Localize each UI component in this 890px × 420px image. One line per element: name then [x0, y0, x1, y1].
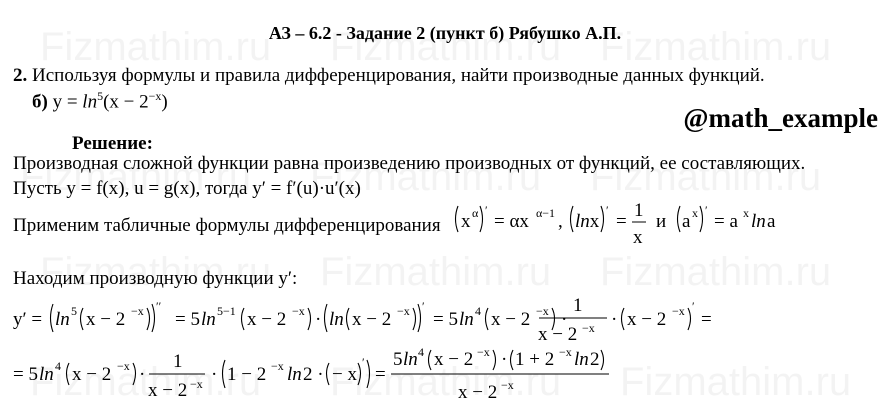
svg-text:x: x — [743, 206, 749, 220]
svg-text:1 + 2: 1 + 2 — [515, 349, 555, 370]
svg-text:′′: ′′ — [156, 299, 162, 313]
svg-text:x: x — [461, 211, 471, 232]
solution-label: Решение: — [72, 133, 153, 154]
svg-text:−x: −x — [536, 304, 549, 318]
svg-text:2 ·: 2 · — [303, 364, 324, 385]
watermark-text — [600, 250, 831, 295]
svg-text:−x: −x — [190, 377, 203, 391]
svg-text:−x: −x — [672, 304, 685, 318]
svg-text:α−1: α−1 — [536, 206, 556, 220]
table-formulas — [452, 198, 792, 250]
text-complex-derivative: Производная сложной функции равна произведению производных от функций, ее составляющих. — [13, 153, 806, 174]
svg-text:x − 2: x − 2 — [247, 309, 287, 330]
svg-text:a: a — [682, 211, 691, 232]
svg-text:′: ′ — [362, 355, 365, 369]
svg-text:= 5: = 5 — [13, 364, 38, 385]
text-table-formulas: Применим табличные формулы дифференцирования — [13, 215, 441, 236]
svg-text:·: · — [315, 309, 322, 330]
text-find-derivative: Находим производную функции y′: — [13, 268, 298, 289]
svg-text:и: и — [656, 211, 667, 232]
derivative-line-2 — [13, 345, 613, 412]
svg-text:4: 4 — [55, 359, 61, 373]
svg-text:x − 2: x − 2 — [72, 364, 112, 385]
svg-text:x − 2: x − 2 — [491, 309, 531, 330]
svg-text:·: · — [611, 309, 618, 330]
svg-text:x − 2: x − 2 — [148, 380, 188, 401]
svg-text:−x: −x — [292, 304, 305, 318]
svg-text:= a: = a — [714, 211, 738, 232]
svg-text:a: a — [767, 211, 776, 232]
svg-text:′: ′ — [606, 203, 609, 217]
svg-text:x − 2: x − 2 — [627, 309, 667, 330]
svg-text:1: 1 — [634, 200, 644, 221]
svg-text:ln: ln — [287, 364, 302, 385]
svg-text:1 − 2: 1 − 2 — [227, 364, 267, 385]
svg-text:,: , — [558, 211, 563, 232]
svg-text:·: · — [139, 364, 146, 385]
svg-text:= αx: = αx — [494, 211, 529, 232]
svg-text:·: · — [211, 364, 218, 385]
svg-text:= 5: = 5 — [433, 309, 458, 330]
author-handle: @math_example — [683, 103, 878, 133]
svg-text:4: 4 — [418, 345, 424, 359]
svg-text:′: ′ — [485, 203, 488, 217]
svg-text:2: 2 — [590, 349, 600, 370]
svg-text:′: ′ — [692, 299, 695, 313]
svg-text:1: 1 — [573, 295, 583, 316]
svg-text:x: x — [633, 227, 643, 248]
watermark-text — [620, 360, 851, 405]
svg-text:′: ′ — [422, 299, 425, 313]
task-statement — [13, 65, 765, 87]
svg-text:−x: −x — [559, 345, 572, 359]
svg-text:lnx: lnx — [575, 211, 600, 232]
svg-text:1: 1 — [173, 351, 183, 372]
svg-text:5: 5 — [393, 349, 403, 370]
svg-text:4: 4 — [475, 304, 481, 318]
svg-text:−x: −x — [477, 345, 490, 359]
svg-text:−x: −x — [271, 359, 284, 373]
svg-text:−x: −x — [131, 304, 144, 318]
svg-text:ln: ln — [751, 211, 766, 232]
svg-text:−x: −x — [397, 304, 410, 318]
derivative-line-1 — [13, 292, 713, 348]
svg-text:−x: −x — [582, 321, 595, 335]
task-function: б) $y = \ln^5(x - 2^{-x})$ — [32, 89, 168, 113]
svg-text:·: · — [501, 349, 508, 370]
svg-text:5−1: 5−1 — [217, 304, 236, 318]
svg-text:x − 2: x − 2 — [458, 382, 498, 403]
svg-text:= 5: = 5 — [175, 309, 200, 330]
text-let: Пусть y = f(x), u = g(x), тогда y′ = f′(u)·u′(x) — [13, 178, 361, 199]
svg-text:ln: ln — [574, 349, 589, 370]
svg-text:x − 2: x − 2 — [538, 324, 578, 345]
svg-text:′: ′ — [705, 203, 708, 217]
svg-text:ln: ln — [329, 309, 344, 330]
svg-text:x − 2: x − 2 — [86, 309, 126, 330]
page-title: АЗ – 6.2 - Задание 2 (пункт б) Рябушко А.П. — [268, 23, 622, 43]
svg-text:=: = — [701, 309, 712, 330]
task-number: 2. — [13, 65, 28, 86]
svg-text:− x: − x — [332, 364, 357, 385]
svg-text:x − 2: x − 2 — [434, 349, 474, 370]
svg-text:ln: ln — [403, 349, 418, 370]
watermark-text — [320, 250, 551, 295]
part-label: б) — [32, 91, 48, 113]
svg-text:y′ =: y′ = — [13, 309, 43, 330]
svg-text:·: · — [561, 309, 568, 330]
svg-text:α: α — [472, 206, 479, 220]
svg-text:ln: ln — [201, 309, 216, 330]
svg-text:=: = — [616, 211, 627, 232]
svg-text:−x: −x — [501, 378, 514, 392]
svg-text:=: = — [375, 364, 386, 385]
svg-text:ln: ln — [55, 309, 70, 330]
svg-text:ln: ln — [459, 309, 474, 330]
svg-text:−x: −x — [117, 359, 130, 373]
task-text: Используя формулы и правила дифференцирования, найти производные данных функций. — [32, 65, 765, 86]
svg-text:ln: ln — [39, 364, 54, 385]
svg-text:x − 2: x − 2 — [352, 309, 392, 330]
svg-text:5: 5 — [71, 304, 77, 318]
svg-text:x: x — [692, 206, 698, 220]
